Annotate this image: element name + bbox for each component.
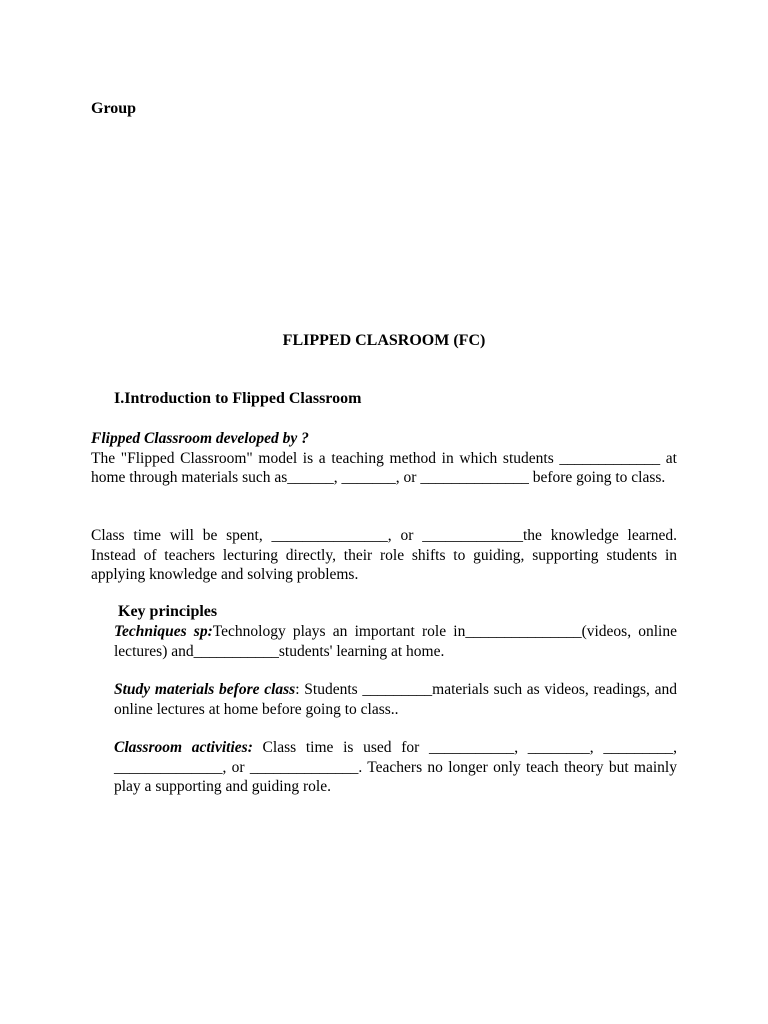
principle-study-materials xyxy=(114,680,677,719)
principle-text: Technology plays an important role in_______________(videos, online lectures) and___________students' learning at home. xyxy=(114,623,677,660)
principle-text: : Students _________materials such as videos, readings, and online lectures at home before going to class.. xyxy=(114,681,677,718)
principle-classroom-activities xyxy=(114,738,677,797)
principle-techniques xyxy=(114,622,677,661)
intro-question: Flipped Classroom developed by ? xyxy=(91,430,309,447)
section-heading-introduction: I.Introduction to Flipped Classroom xyxy=(114,390,362,407)
class-time-text: Class time will be spent, _______________, or _____________the knowledge learned. Instead of teachers lecturing directly, their role shifts to guiding, supporting students in applying knowledge and solving problems. xyxy=(91,527,677,583)
class-time-paragraph xyxy=(91,526,677,585)
key-principles-heading: Key principles xyxy=(118,603,218,620)
principle-term: Techniques sp: xyxy=(114,623,213,640)
principle-term: Classroom activities: xyxy=(114,739,253,756)
intro-text: The "Flipped Classroom" model is a teaching method in which students _____________ at home through materials such as______, _______, or ______________ before going to class. xyxy=(91,449,677,486)
principle-term: Study materials before class xyxy=(114,681,296,698)
intro-paragraph xyxy=(91,429,677,488)
principle-text: Class time is used for ___________, ________, _________, ______________, or ______________. Teachers no longer only teach theory but mainly play a supporting and guiding role. xyxy=(114,739,677,795)
group-label: Group xyxy=(91,100,137,117)
document-title: FLIPPED CLASROOM (FC) xyxy=(282,332,486,349)
